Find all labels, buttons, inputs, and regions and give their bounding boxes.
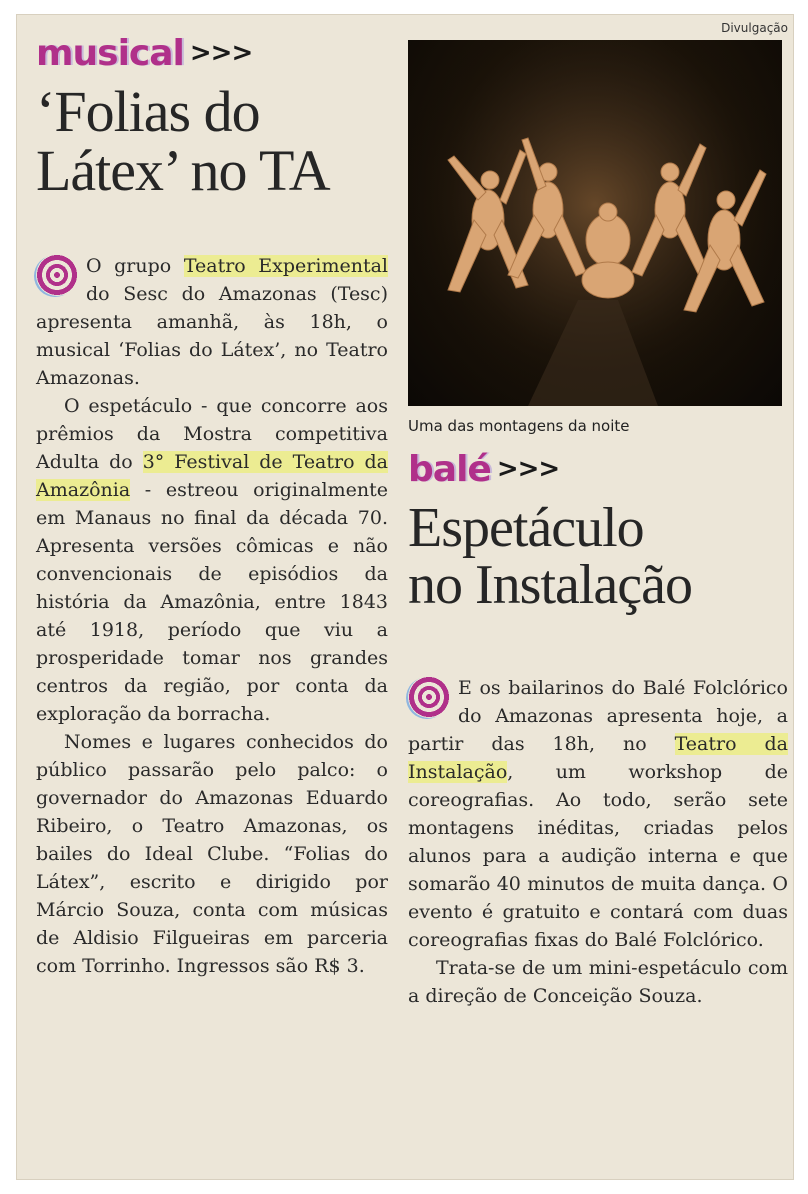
article-body <box>36 252 388 980</box>
headline <box>36 79 388 204</box>
headline <box>408 497 788 617</box>
headline-line-2: Látex’ no TA <box>36 138 330 204</box>
paragraph-text: O espetáculo - que concorre aos prêmios da Mostra competitiva Adulta do <box>36 395 388 474</box>
highlighted-text: 3° Festival de Teatro da Amazônia <box>36 451 389 502</box>
photo-caption: Uma das montagens da noite <box>408 417 630 435</box>
left-article <box>36 30 388 980</box>
paragraph-text: O grupo <box>86 255 184 278</box>
paragraph-2: Trata-se de um mini-espetáculo com a direção de Conceição Souza. <box>408 957 788 1008</box>
section-arrows: >>> <box>496 454 560 484</box>
section-label: musical <box>36 32 184 74</box>
section-label: balé <box>408 448 491 490</box>
photo-credit: Divulgação <box>721 21 788 35</box>
paragraph-text: , um workshop de coreografias. Ao todo, serão sete montagens inéditas, criadas pelos alunos para a audição interna e que somarão 40 minutos de muita dança. O evento é gratuito e contará com duas coreografias fixas do Balé Folclórico. <box>408 761 788 952</box>
dance-photo <box>408 40 782 406</box>
paragraph-3: Nomes e lugares conhecidos do público passarão pelo palco: o governador do Amazonas Eduardo Ribeiro, o Teatro Amazonas, os bailes do Ideal Clube. “Folias do Látex”, escrito e dirigido por Márcio Souza, conta com músicas de Aldisio Filgueiras em parceria com Torrinho. Ingressos são R$ 3. <box>36 731 388 978</box>
paragraph-1 <box>408 674 788 954</box>
target-icon <box>36 254 78 296</box>
headline-line-2: no Instalação <box>408 554 692 617</box>
right-column <box>408 20 788 1010</box>
article-body <box>408 674 788 1010</box>
section-arrows: >>> <box>189 38 253 68</box>
highlighted-text: Teatro da Instalação <box>408 733 788 784</box>
headline-line-1: ‘Folias do <box>36 79 260 144</box>
paragraph-2 <box>36 392 388 728</box>
paragraph-text: - estreou originalmente em Manaus no final da década 70. Apresenta versões cômicas e não convencionais de episódios da história da Amazônia, entre 1843 até 1918, período que viu a prosperidade tomar nos grandes centros da região, por conta da exploração da borracha. <box>36 479 388 726</box>
section-tag-bale <box>408 446 788 492</box>
headline-line-1: Espetáculo <box>408 497 644 559</box>
newspaper-clipping <box>16 14 794 1180</box>
target-icon <box>408 676 450 718</box>
section-tag-musical <box>36 30 388 76</box>
paragraph-text: E os bailarinos do Balé Folclórico do Amazonas apresenta hoje, a partir das 18h, no <box>408 677 788 756</box>
dancers-illustration <box>408 40 782 406</box>
highlighted-text: Teatro Experimental <box>183 255 388 278</box>
paragraph-1 <box>36 252 388 392</box>
paragraph-text: do Sesc do Amazonas (Tesc) apresenta amanhã, às 18h, o musical ‘Folias do Látex’, no Teatro Amazonas. <box>36 283 388 390</box>
